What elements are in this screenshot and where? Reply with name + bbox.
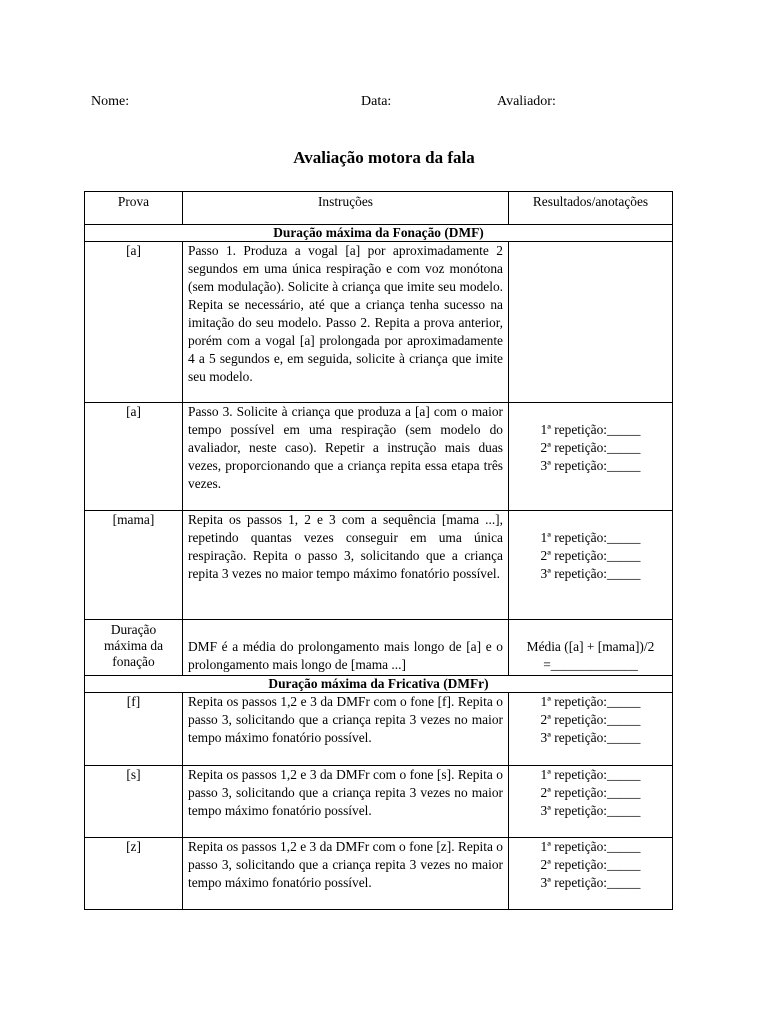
- table-row: [85, 693, 673, 766]
- assessment-table: [84, 191, 673, 910]
- table-row: [85, 403, 673, 511]
- repetition-field: 3ª repetição:_____: [540, 566, 641, 581]
- header-instrucoes: Instruções: [183, 192, 509, 225]
- repetition-field: 2ª repetição:_____: [540, 440, 641, 455]
- cell-prova: [f]: [85, 693, 183, 766]
- cell-instrucoes: DMF é a média do prolongamento mais longo de [a] e o prolongamento mais longo de [mama ...]: [183, 620, 509, 676]
- table-row: [85, 766, 673, 838]
- cell-instrucoes: Passo 1. Produza a vogal [a] por aproximadamente 2 segundos em uma única respiração e com voz monótona (sem modulação). Solicite à criança que imite seu modelo. Repita se necessário, até que a criança tenha sucesso na imitação do seu modelo. Passo 2. Repita a prova anterior, porém com a vogal [a] prolongada por aproximadamente 4 a 5 segundos e, em seguida, solicite à criança que imite seu modelo.: [183, 242, 509, 403]
- page-title: Avaliação motora da fala: [293, 148, 475, 167]
- cell-instrucoes: Repita os passos 1, 2 e 3 com a sequência [mama ...], repetindo quantas vezes conseguir em uma única respiração. Repita o passo 3, solicitando que a criança repita 3 vezes no maior tempo máximo fonatório possível.: [183, 511, 509, 620]
- table-row: [85, 511, 673, 620]
- repetition-field: 1ª repetição:_____: [540, 422, 641, 437]
- repetition-field: 2ª repetição:_____: [540, 548, 641, 563]
- repetition-field: 2ª repetição:_____: [540, 712, 641, 727]
- nome-label: Nome:: [91, 94, 130, 109]
- avaliador-label: Avaliador:: [497, 94, 556, 109]
- media-formula: Média ([a] + [mama])/2: [526, 639, 655, 654]
- cell-prova: [mama]: [85, 511, 183, 620]
- table-header-row: [85, 192, 673, 225]
- cell-resultados: [509, 242, 673, 403]
- repetition-field: 1ª repetição:_____: [540, 530, 641, 545]
- cell-resultados: [509, 838, 673, 910]
- cell-prova: [s]: [85, 766, 183, 838]
- header-resultados: Resultados/anotações: [509, 192, 673, 225]
- cell-prova: Duração máxima da fonação: [85, 620, 183, 676]
- repetition-field: 3ª repetição:_____: [540, 730, 641, 745]
- table-row: [85, 620, 673, 676]
- section-title-dmf: Duração máxima da Fonação (DMF): [85, 225, 673, 242]
- cell-instrucoes: Repita os passos 1,2 e 3 da DMFr com o fone [f]. Repita o passo 3, solicitando que a criança repita 3 vezes no maior tempo máximo fonatório possível.: [183, 693, 509, 766]
- repetition-field: 2ª repetição:_____: [540, 857, 641, 872]
- cell-instrucoes: Passo 3. Solicite à criança que produza a [a] com o maior tempo possível em uma respiração (sem modelo do avaliador, neste caso). Repetir a instrução mais duas vezes, proporcionando que a criança repita essa etapa três vezes.: [183, 403, 509, 511]
- section-row-dmfr: [85, 676, 673, 693]
- section-title-dmfr: Duração máxima da Fricativa (DMFr): [85, 676, 673, 693]
- header-prova: Prova: [85, 192, 183, 225]
- cell-resultados: [509, 766, 673, 838]
- cell-instrucoes: Repita os passos 1,2 e 3 da DMFr com o fone [z]. Repita o passo 3, solicitando que a criança repita 3 vezes no maior tempo máximo fonatório possível.: [183, 838, 509, 910]
- cell-prova: [a]: [85, 242, 183, 403]
- cell-resultados: [509, 403, 673, 511]
- cell-resultados: [509, 511, 673, 620]
- repetition-field: 3ª repetição:_____: [540, 458, 641, 473]
- cell-prova: [z]: [85, 838, 183, 910]
- repetition-field: 1ª repetição:_____: [540, 694, 641, 709]
- media-field: =_____________: [543, 657, 638, 672]
- cell-prova: [a]: [85, 403, 183, 511]
- data-label: Data:: [361, 94, 392, 109]
- cell-resultados: [509, 620, 673, 676]
- repetition-field: 2ª repetição:_____: [540, 785, 641, 800]
- table-row: [85, 838, 673, 910]
- repetition-field: 1ª repetição:_____: [540, 767, 641, 782]
- table-row: [85, 242, 673, 403]
- repetition-field: 3ª repetição:_____: [540, 803, 641, 818]
- cell-resultados: [509, 693, 673, 766]
- cell-instrucoes: Repita os passos 1,2 e 3 da DMFr com o fone [s]. Repita o passo 3, solicitando que a criança repita 3 vezes no maior tempo máximo fonatório possível.: [183, 766, 509, 838]
- repetition-field: 3ª repetição:_____: [540, 875, 641, 890]
- repetition-field: 1ª repetição:_____: [540, 839, 641, 854]
- section-row-dmf: [85, 225, 673, 242]
